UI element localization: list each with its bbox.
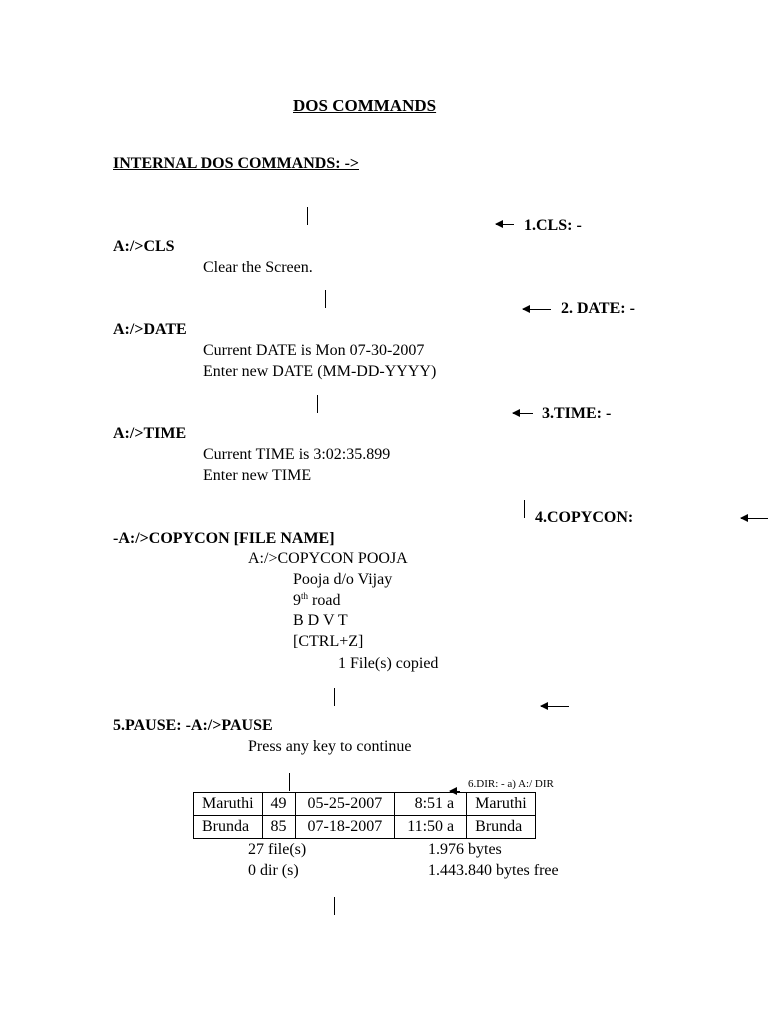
dir-cell-name: Maruthi	[194, 793, 263, 816]
copycon-line-2: 9th road	[293, 591, 341, 609]
copycon-result: 1 File(s) copied	[338, 655, 439, 672]
cls-label: 1.CLS: -	[524, 217, 582, 234]
date-prompt: Enter new DATE (MM-DD-YYYY)	[203, 363, 437, 380]
left-arrow-icon	[523, 309, 551, 310]
left-arrow-icon	[496, 224, 514, 225]
dir-bytes: 1.976 bytes	[428, 841, 502, 858]
copycon-example: A:/>COPYCON POOJA	[248, 550, 408, 567]
cursor-mark	[334, 688, 335, 706]
time-prompt: Enter new TIME	[203, 467, 312, 484]
table-row	[194, 816, 536, 839]
dir-cell-owner: Maruthi	[467, 793, 536, 816]
dir-label: 6.DIR: - a) A:/ DIR	[468, 778, 554, 790]
left-arrow-icon	[513, 413, 533, 414]
copycon-label: 4.COPYCON:	[535, 509, 634, 526]
copycon-line-3: B D V T	[293, 612, 348, 629]
date-command: A:/>DATE	[113, 321, 187, 338]
cursor-mark	[289, 773, 290, 791]
time-label: 3.TIME: -	[542, 405, 612, 422]
cursor-mark	[317, 395, 318, 413]
page-title: DOS COMMANDS	[293, 96, 437, 115]
date-current: Current DATE is Mon 07-30-2007	[203, 342, 425, 359]
pause-description: Press any key to continue	[248, 738, 412, 755]
cursor-mark	[524, 500, 525, 518]
pause-label: 5.PAUSE: -	[113, 717, 191, 734]
date-label: 2. DATE: -	[561, 300, 635, 317]
copycon-command: -A:/>COPYCON [FILE NAME]	[113, 530, 335, 547]
copycon-line-1: Pooja d/o Vijay	[293, 571, 393, 588]
dir-cell-size: 85	[262, 816, 295, 839]
dir-cell-time: 8:51 a	[395, 793, 467, 816]
cls-command: A:/>CLS	[113, 238, 175, 255]
cursor-mark	[325, 290, 326, 308]
dir-bytes-free: 1.443.840 bytes free	[428, 862, 559, 879]
copycon-line-4: [CTRL+Z]	[293, 633, 364, 650]
dir-file-count: 27 file(s)	[248, 841, 307, 858]
pause-command: A:/>PAUSE	[190, 717, 273, 734]
dir-cell-date: 05-25-2007	[295, 793, 395, 816]
time-command: A:/>TIME	[113, 425, 187, 442]
cls-description: Clear the Screen.	[203, 259, 313, 276]
dir-cell-owner: Brunda	[467, 816, 536, 839]
left-arrow-icon	[541, 706, 569, 707]
dir-listing-table	[193, 792, 536, 839]
dir-cell-size: 49	[262, 793, 295, 816]
cursor-mark	[334, 897, 335, 915]
internal-commands-heading: INTERNAL DOS COMMANDS: ->	[113, 155, 360, 172]
dir-cell-date: 07-18-2007	[295, 816, 395, 839]
left-arrow-icon	[741, 518, 768, 519]
pause-line	[113, 718, 273, 734]
dir-dir-count: 0 dir (s)	[248, 862, 299, 879]
dir-cell-time: 11:50 a	[395, 816, 467, 839]
dir-cell-name: Brunda	[194, 816, 263, 839]
table-row	[194, 793, 536, 816]
time-current: Current TIME is 3:02:35.899	[203, 446, 391, 463]
cursor-mark	[307, 207, 308, 225]
